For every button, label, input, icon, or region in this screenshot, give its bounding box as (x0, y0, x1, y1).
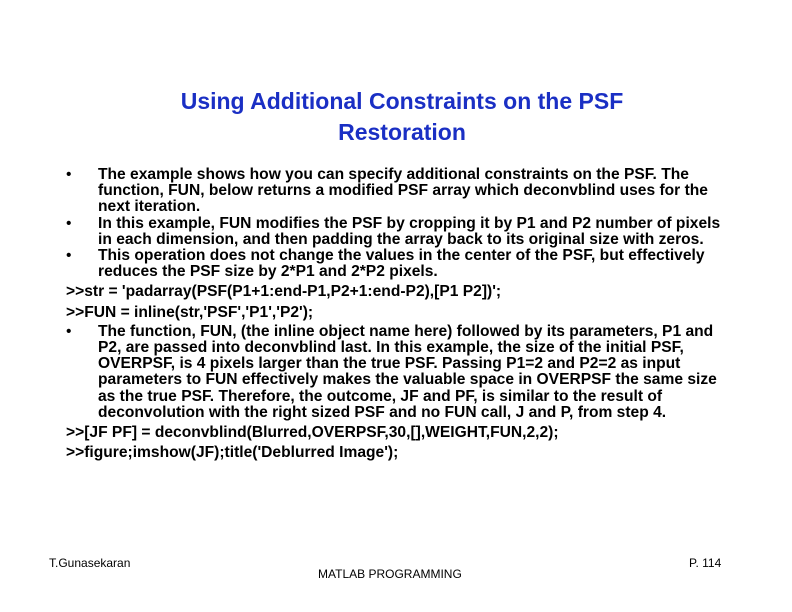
bullet-text: In this example, FUN modifies the PSF by cropping it by P1 and P2 number of pixels in each dimension, and then padding the array back to its original size with zeros. (98, 214, 721, 248)
slide-body (66, 167, 736, 464)
footer-page-number: P. 114 (689, 556, 722, 570)
bullet-item (66, 216, 736, 248)
bullet-icon: • (66, 322, 72, 340)
bullet-icon: • (66, 214, 72, 232)
bullet-item (66, 324, 736, 421)
bullet-item (66, 248, 736, 280)
bullet-item (66, 167, 736, 216)
code-line: >>figure;imshow(JF);title('Deblurred Image'); (66, 444, 399, 462)
slide-title-line-1: Using Additional Constraints on the PSF (180, 88, 624, 114)
slide-title (0, 86, 792, 148)
bullet-text: The function, FUN, (the inline object name here) followed by its parameters, P1 and P2, are passed into deconvblind last. In this example, the size of the initial PSF, OVERPSF, is 4 pixels larger than the true PSF. Passing P1=2 and P2=2 as input parameters to FUN effectively makes the valuable space in OVERPSF the same size as the true PSF. Therefore, the outcome, JF and PF, is similar to the result of deconvolution with the right sized PSF and no FUN call, J and P, from step 4. (98, 322, 717, 421)
bullet-icon: • (66, 247, 72, 265)
code-line: >>str = 'padarray(PSF(P1+1:end-P1,P2+1:end-P2),[P1 P2])'; (66, 283, 502, 301)
bullet-text: The example shows how you can specify additional constraints on the PSF. The function, FUN, below returns a modified PSF array which deconvblind uses for the next iteration. (98, 166, 708, 216)
slide-title-line-2: Restoration (338, 119, 466, 145)
code-line: >>[JF PF] = deconvblind(Blurred,OVERPSF,30,[],WEIGHT,FUN,2,2); (66, 424, 559, 442)
footer-author: T.Gunasekaran (49, 556, 131, 570)
bullet-icon: • (66, 166, 72, 183)
code-line: >>FUN = inline(str,'PSF','P1','P2'); (66, 303, 314, 321)
bullet-text: This operation does not change the values in the center of the PSF, but effectively reduces the PSF size by 2*P1 and 2*P2 pixels. (98, 247, 705, 281)
footer-course: MATLAB PROGRAMMING (318, 567, 462, 581)
